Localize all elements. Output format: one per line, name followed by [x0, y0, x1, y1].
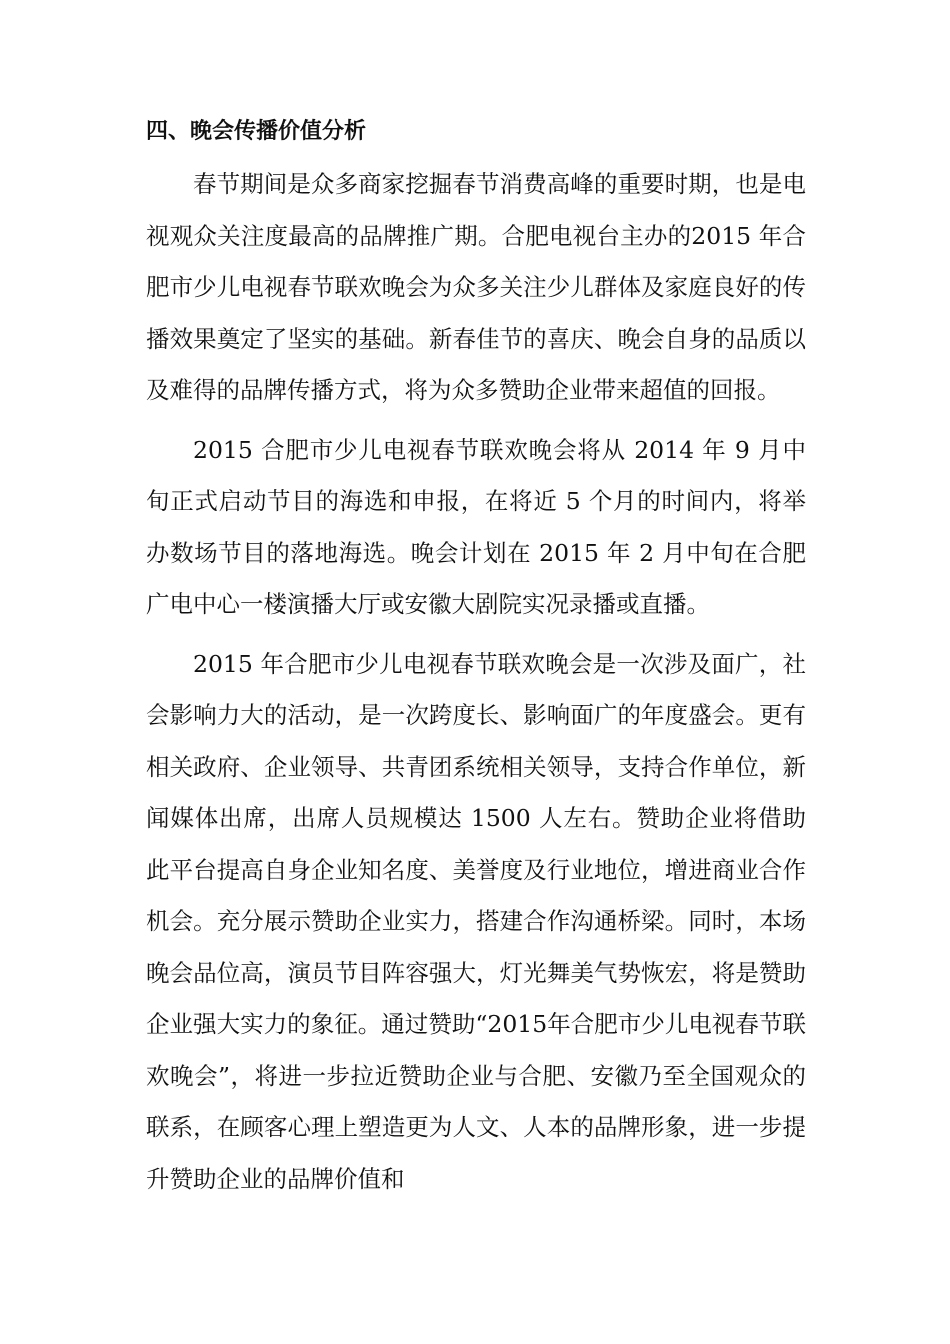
paragraph-1: 春节期间是众多商家挖掘春节消费高峰的重要时期，也是电视观众关注度最高的品牌推广期。合肥电视台主办的2015 年合肥市少儿电视春节联欢晚会为众多关注少儿群体及家庭良好的传播效果奠定了坚实的基础。新春佳节的喜庆、晚会自身的品质以及难得的品牌传播方式，将为众多赞助企业带来超值的回报。 [146, 170, 806, 404]
document-body [146, 112, 806, 1205]
paragraph-2: 2015 合肥市少儿电视春节联欢晚会将从 2014 年 9 月中旬正式启动节目的海选和申报，在将近 5 个月的时间内，将举办数场节目的落地海选。晚会计划在 2015 年 2 月中旬在合肥广电中心一楼演播大厅或安徽大剧院实况录播或直播。 [146, 435, 806, 618]
section-heading: 四、晚会传播价值分析 [146, 119, 367, 144]
paragraph-3: 2015 年合肥市少儿电视春节联欢晚会是一次涉及面广，社会影响力大的活动，是一次跨度长、影响面广的年度盛会。更有相关政府、企业领导、共青团系统相关领导，支持合作单位，新闻媒体出席，出席人员规模达 1500 人左右。赞助企业将借助此平台提高自身企业知名度、美誉度及行业地位，增进商业合作机会。充分展示赞助企业实力，搭建合作沟通桥梁。同时，本场晚会品位高，演员节目阵容强大，灯光舞美气势恢宏，将是赞助企业强大实力的象征。通过赞助“2015年合肥市少儿电视春节联欢晚会”，将进一步拉近赞助企业与合肥、安徽乃至全国观众的联系，在顾客心理上塑造更为人文、人本的品牌形象，进一步提升赞助企业的品牌价值和 [146, 649, 806, 1193]
